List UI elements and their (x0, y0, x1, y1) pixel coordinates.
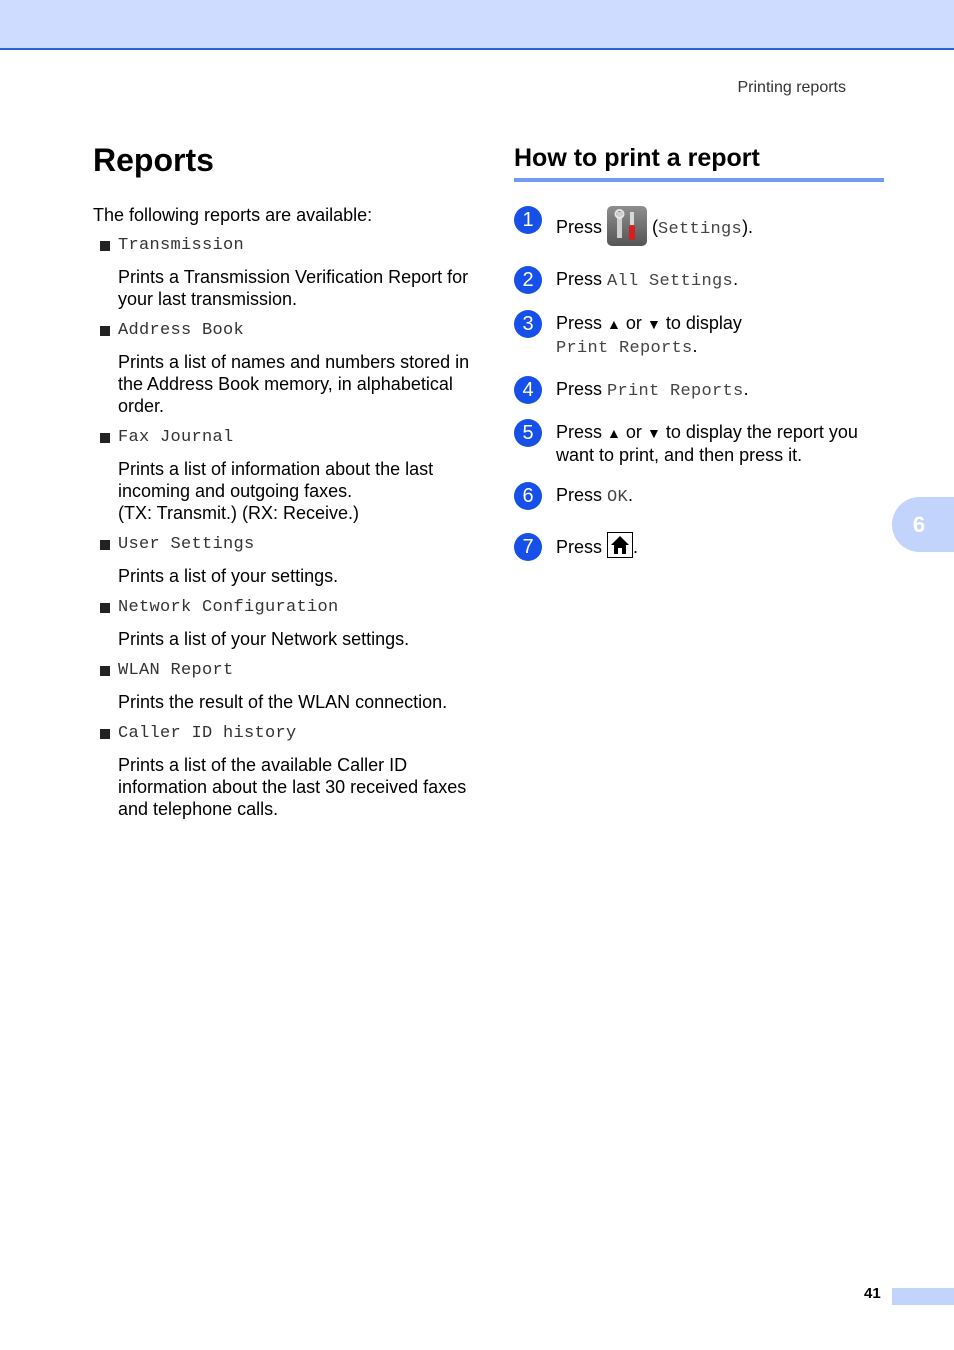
step-number-icon: 6 (514, 482, 542, 510)
square-bullet-icon (100, 666, 110, 676)
section-title-underline (514, 178, 884, 182)
step-5 (514, 421, 884, 466)
report-description: Prints a Transmission Verification Report for your last transmission. (118, 267, 469, 309)
how-to-section (514, 140, 884, 561)
report-description-line: Prints a list of information about the last incoming and outgoing faxes. (118, 459, 434, 501)
square-bullet-icon (100, 729, 110, 739)
list-item (93, 661, 473, 713)
running-header: Printing reports (737, 79, 846, 96)
square-bullet-icon (100, 603, 110, 613)
step-number-icon: 3 (514, 310, 542, 338)
report-description: Prints a list of your settings. (118, 566, 339, 586)
settings-tools-icon (607, 206, 647, 246)
square-bullet-icon (100, 241, 110, 251)
report-name: User Settings (118, 535, 255, 554)
down-arrow-icon: ▼ (646, 425, 661, 441)
chapter-number: 6 (912, 511, 926, 537)
step-2 (514, 268, 884, 293)
report-name: Transmission (118, 236, 245, 255)
top-header-band (0, 0, 954, 50)
step-period: . (692, 336, 698, 356)
step-period: . (628, 485, 634, 505)
intro-text: The following reports are available: (93, 205, 373, 225)
page-number: 41 (864, 1285, 881, 1302)
report-description (118, 458, 473, 524)
report-name: WLAN Report (118, 661, 234, 680)
step-paren-open: ( (652, 216, 659, 237)
up-arrow-icon: ▲ (607, 316, 621, 332)
step-1 (514, 208, 884, 248)
report-description: Prints a list of the available Caller ID information about the last 30 received faxes and telephone calls. (118, 755, 467, 819)
step-press-text: Press (556, 216, 603, 237)
square-bullet-icon (100, 540, 110, 550)
step-press-text: Press (556, 422, 603, 442)
step-number-icon: 1 (514, 206, 542, 234)
steps-list (514, 208, 884, 561)
step-press-text: Press (556, 313, 603, 333)
footer-tab (892, 1288, 954, 1305)
report-description: Prints a list of your Network settings. (118, 629, 410, 649)
list-item (93, 598, 473, 650)
chapter-tab (892, 497, 954, 552)
reports-section (93, 140, 473, 831)
report-name: Fax Journal (118, 428, 234, 447)
step-7 (514, 535, 884, 561)
step-text: to display (665, 313, 742, 333)
step-press-text: Press (556, 536, 603, 557)
all-settings-label: All Settings (607, 272, 734, 291)
step-number-icon: 2 (514, 266, 542, 294)
report-name: Caller ID history (118, 724, 297, 743)
step-press-text: Press (556, 269, 603, 289)
step-text: to display the report you want to print, and then press it. (556, 422, 858, 465)
step-number-icon: 5 (514, 419, 542, 447)
print-reports-label: Print Reports (556, 339, 693, 358)
up-arrow-icon: ▲ (607, 425, 621, 441)
settings-label: Settings (658, 219, 743, 239)
report-name: Network Configuration (118, 598, 339, 617)
report-description: Prints the result of the WLAN connection. (118, 692, 448, 712)
list-item (93, 321, 473, 417)
step-6 (514, 484, 884, 509)
step-3 (514, 312, 884, 360)
page-title: Reports (93, 142, 214, 178)
step-period: . (633, 536, 639, 557)
list-item (93, 236, 473, 310)
home-icon (607, 532, 633, 558)
square-bullet-icon (100, 326, 110, 336)
report-list (93, 236, 473, 820)
step-press-text: Press (556, 485, 603, 505)
report-description-line: (TX: Transmit.) (RX: Receive.) (118, 503, 360, 523)
step-number-icon: 7 (514, 533, 542, 561)
section-title: How to print a report (514, 144, 760, 172)
report-name: Address Book (118, 321, 245, 340)
report-description: Prints a list of names and numbers stored in the Address Book memory, in alphabetical order. (118, 352, 470, 416)
list-item (93, 428, 473, 524)
step-paren-close: ). (742, 216, 754, 237)
step-period: . (743, 379, 749, 399)
step-or-text: or (625, 313, 642, 333)
print-reports-label: Print Reports (607, 382, 744, 401)
step-press-text: Press (556, 379, 603, 399)
ok-label: OK (607, 488, 629, 507)
step-4 (514, 378, 884, 403)
list-item (93, 724, 473, 820)
step-or-text: or (625, 422, 642, 442)
list-item (93, 535, 473, 587)
square-bullet-icon (100, 433, 110, 443)
step-period: . (733, 269, 739, 289)
down-arrow-icon: ▼ (646, 316, 661, 332)
step-number-icon: 4 (514, 376, 542, 404)
